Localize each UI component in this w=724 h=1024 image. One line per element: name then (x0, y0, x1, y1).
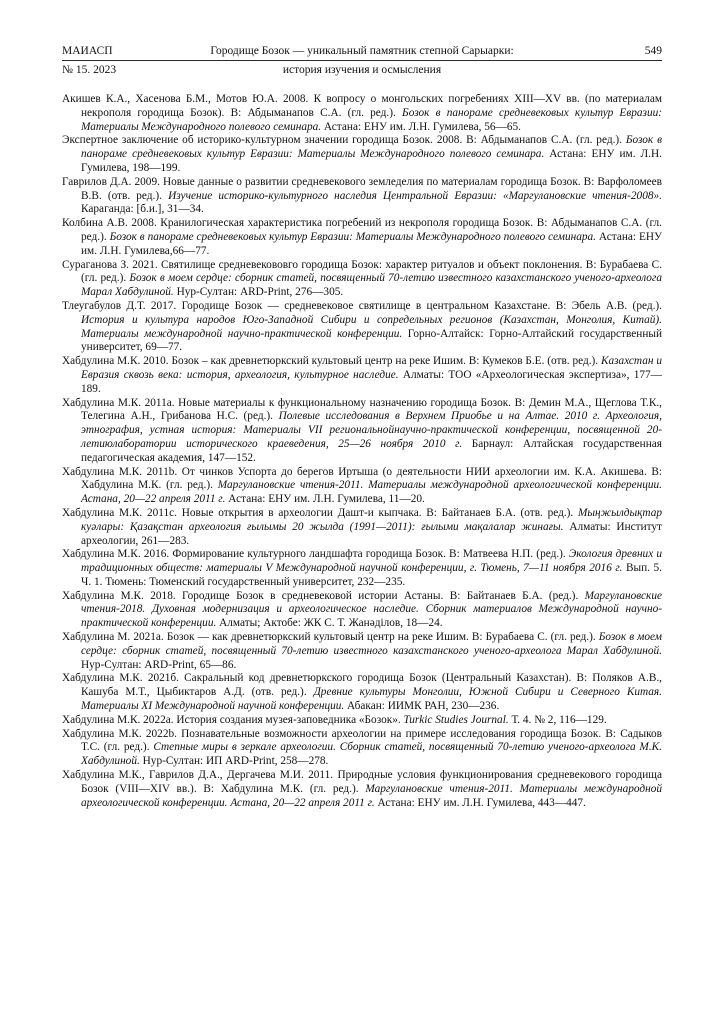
reference-entry (62, 300, 662, 355)
reference-source-title: Маргулановские чтения-2018. Духовная модернизация и археологическое наследие. Сборник материалов Международной научно-практической конференции. (81, 589, 662, 630)
reference-entry (62, 466, 662, 507)
reference-text: Нур-Султан: ARD-Print, 65—86. (81, 658, 237, 671)
reference-source-title: История и культура народов Юго-Западной Сибири и сопредельных регионов (Казахстан, Монголия, Китай). Материалы международной научно-практической конференции. (81, 313, 662, 340)
reference-text: Хабдулина М. 2021a. Бозок — как древнетюркский культовый центр на реке Ишим. В: Бурабаева С. (гл. ред.). (62, 631, 599, 644)
reference-source-title: Полевые исследования в Верхнем Приобье и на Алтае. 2010 г. Археология, этнография, устная история: Материалы VII региональнойнаучно-практической конференции, посвященной 20-летиюлаборатории исторического краеведения, 25—26 ноября 2010 г. (81, 410, 662, 450)
reference-text: Хабдулина М.К. 2018. Городище Бозок в средневековой истории Астаны. В: Байтанаев Б.А. (ред.). (62, 589, 585, 602)
reference-text: Хабдулина М.К., Гаврилов Д.А., Дергачева М.И. 2011. Природные условия функционирования средневекового городища Бозок (VIII—XIV вв.). В: Хабдулина М.К. (гл. ред.). (62, 769, 662, 795)
reference-source-title: Мыңжылдықтар куәлары: Қазақстан археология ғылымы 20 жылда (1991—2011): ғылыми мақалалар жинағы. (81, 506, 662, 533)
page-content (62, 44, 662, 810)
reference-text: Хабдулина М.К. 2010. Бозок – как древнетюркский культовый центр на реке Ишим. В: Кумеков Б.Е. (отв. ред.). (62, 355, 601, 368)
reference-text: Хабдулина М.К. 2011c. Новые открытия в археологии Дашт-и кыпчака. В: Байтанаев Б.А. (отв. ред.). (62, 506, 578, 519)
reference-entry (62, 548, 662, 589)
reference-source-title: Изучение историко-культурного наследия Центральной Евразии: «Маргулановские чтения-2008». (168, 189, 662, 202)
reference-text: Алматы: Институт археологии, 261—283. (81, 520, 662, 547)
reference-entry (62, 397, 662, 466)
reference-entry (62, 672, 662, 713)
reference-entry (62, 714, 662, 728)
reference-entry (62, 355, 662, 396)
reference-text: Нур-Султан: ARD-Print, 276—305. (173, 286, 344, 299)
reference-entry (62, 176, 662, 217)
reference-text: Т. 4. № 2, 116—129. (508, 713, 607, 726)
reference-source-title: Бозок в панораме средневековых культур Евразии: Материалы Международного полевого семинара. (109, 230, 597, 243)
reference-text: Астана: ЕНУ им. Л.Н. Гумилева, 443—447. (374, 796, 586, 809)
page-header-row-1 (62, 44, 662, 61)
reference-text: Колбина А.В. 2008. Кранилогическая характеристика погребений из некрополя городища Бозок. В: Абдыманапов С.А. (гл. ред.). (62, 217, 662, 243)
reference-source-title: Бозок в моем сердце: сборник статей, посвященный 70-летию известного казахстанского ученого-археолога Марал Хабдулиной. (81, 631, 662, 657)
page-number: 549 (644, 45, 662, 57)
references-list (62, 93, 662, 810)
reference-source-title: Маргулановские чтения-2011. Материалы международной археологической конференции. Астана, 20—22 апреля 2011 г. (81, 782, 662, 809)
reference-text: Астана: ЕНУ им. Л.Н. Гумилева, 11—20. (225, 493, 425, 506)
reference-entry (62, 728, 662, 769)
reference-entry (62, 259, 662, 300)
reference-source-title: Казахстан и Евразия сквозь века: история, археология, культурное наследие. (81, 355, 662, 381)
reference-text: Хабдулина М.К. 2022a. История создания музея-заповедника «Бозок». (62, 713, 404, 726)
reference-text: Хабдулина М.К. 2021б. Сакральный код древнетюркского городища Бозок (Центральный Казахстан). В: Поляков А.В., Кашуба М.Т., Цыбиктаров А.Д. (отв. ред.). (62, 672, 662, 699)
reference-text: Тлеугабулов Д.Т. 2017. Городище Бозок — средневековое святилище в центральном Казахстане. В: Эбель А.В. (ред.). (62, 299, 662, 312)
reference-text: Алматы: ТОО «Археологическая экспертиза», 177—189. (81, 368, 662, 395)
reference-text: Астана: ЕНУ им. Л.Н. Гумилева, 56—65. (321, 120, 521, 133)
reference-text: Акишев К.А., Хасенова Б.М., Мотов Ю.А. 2008. К вопросу о монгольских погребениях XIII—XV вв. (по материалам некрополя городища Бозок). В: Абдыманапов С.А. (гл. ред.). (62, 93, 662, 119)
reference-source-title: Экология древних и традиционных обществ: материалы V Международной научной конференции, г. Тюмень, 7—11 ноября 2016 г. (81, 548, 663, 575)
reference-text: Алматы; Актобе: ЖК С. Т. Жанәділов, 18—24. (216, 617, 443, 630)
reference-text: Хабдулина М.К. 2016. Формирование культурного ландшафта городища Бозок. В: Матвеева Н.П. (ред.). (62, 548, 569, 561)
reference-text: Астана: ЕНУ им. Л.Н. Гумилева,66—77. (81, 230, 663, 257)
reference-entry (62, 507, 662, 548)
reference-entry (62, 134, 662, 175)
running-title-line-2: история изучения и осмысления (282, 64, 442, 76)
reference-text: Астана: ЕНУ им. Л.Н. Гумилева, 198—199. (81, 148, 662, 174)
running-title-line-1: Городище Бозок — уникальный памятник степной Сарыарки: (210, 45, 514, 57)
reference-text: Абакан: ИИМК РАН, 230—236. (344, 700, 500, 713)
journal-abbreviation: МАИАСП (62, 45, 113, 57)
reference-source-title: Древние культуры Монголии, Южной Сибири и Северного Китая. Материалы XI Международной научной конференции. (81, 686, 662, 713)
reference-text: Экспертное заключение об историко-культурном значении городища Бозок. 2008. В: Абдыманапов С.А. (гл. ред.). (62, 134, 626, 147)
reference-text: Гаврилов Д.А. 2009. Новые данные о развитии средневекового земледелия по материалам городища Бозок. В: Варфоломеев В.В. (отв. ред.). (62, 175, 662, 202)
reference-source-title: Turkic Studies Journal. (403, 713, 509, 726)
journal-issue: № 15. 2023 (62, 64, 117, 76)
reference-entry (62, 631, 662, 672)
page-header-row-2 (62, 61, 662, 78)
reference-source-title: Бозок в моем сердце: сборник статей, посвященный 70-летию известного казахстанского ученого-археолога Марал Хабдулиной. (81, 272, 662, 299)
reference-text: Барнаул: Алтайская государственная педагогическая академия, 147—152. (81, 437, 662, 464)
reference-text: Нур-Султан: ИП ARD-Print, 258—278. (139, 755, 329, 768)
reference-text: Хабдулина М.К. 2011a. Новые материалы к функциональному назначению городища Бозок. В: Демин М.А., Щеглова Т.К., Телегина А.Н., Грибанова Н.С. (ред.). (62, 396, 662, 423)
reference-entry (62, 769, 662, 810)
reference-source-title: Бозок в панораме средневековых культур Евразии: Материалы Международного полевого семинара. (81, 134, 662, 161)
reference-text: Горно-Алтайск: Горно-Алтайский государственный университет, 69—77. (81, 327, 663, 354)
reference-entry (62, 93, 662, 134)
reference-source-title: Степные миры в зеркале археологии. Сборник статей, посвященный 70-летию ученого-археолога М.К. Хабдулиной. (81, 741, 662, 768)
reference-text: Сураганова З. 2021. Святилище средневекововго городища Бозок: характер ритуалов и объект поклонения. В: Бурабаева С. (гл. ред.). (62, 258, 662, 285)
reference-text: Хабдулина М.К. 2011b. От чинков Успорта до берегов Иртыша (о деятельности НИИ археологии им. К.А. Акишева. В: Хабдулина М.К. (гл. ред.). (62, 465, 662, 492)
reference-entry (62, 590, 662, 631)
reference-entry (62, 217, 662, 258)
reference-source-title: Маргулановские чтения-2011. Материалы международной археологической конференции. Астана, 20—22 апреля 2011 г. (81, 479, 662, 506)
reference-text: Вып. 5. Ч. 1. Тюмень: Тюменский государственный университет, 232—235. (81, 562, 662, 588)
reference-source-title: Бозок в панораме средневековых культур Евразии: Материалы Международного полевого семинара. (81, 106, 662, 133)
reference-text: Караганда: [б.и.], 31—34. (81, 203, 204, 216)
reference-text: Хабдулина М.К. 2022b. Познавательные возможности археологии на примере исследования городища Бозок. В: Садыков Т.С. (гл. ред.). (62, 727, 662, 754)
